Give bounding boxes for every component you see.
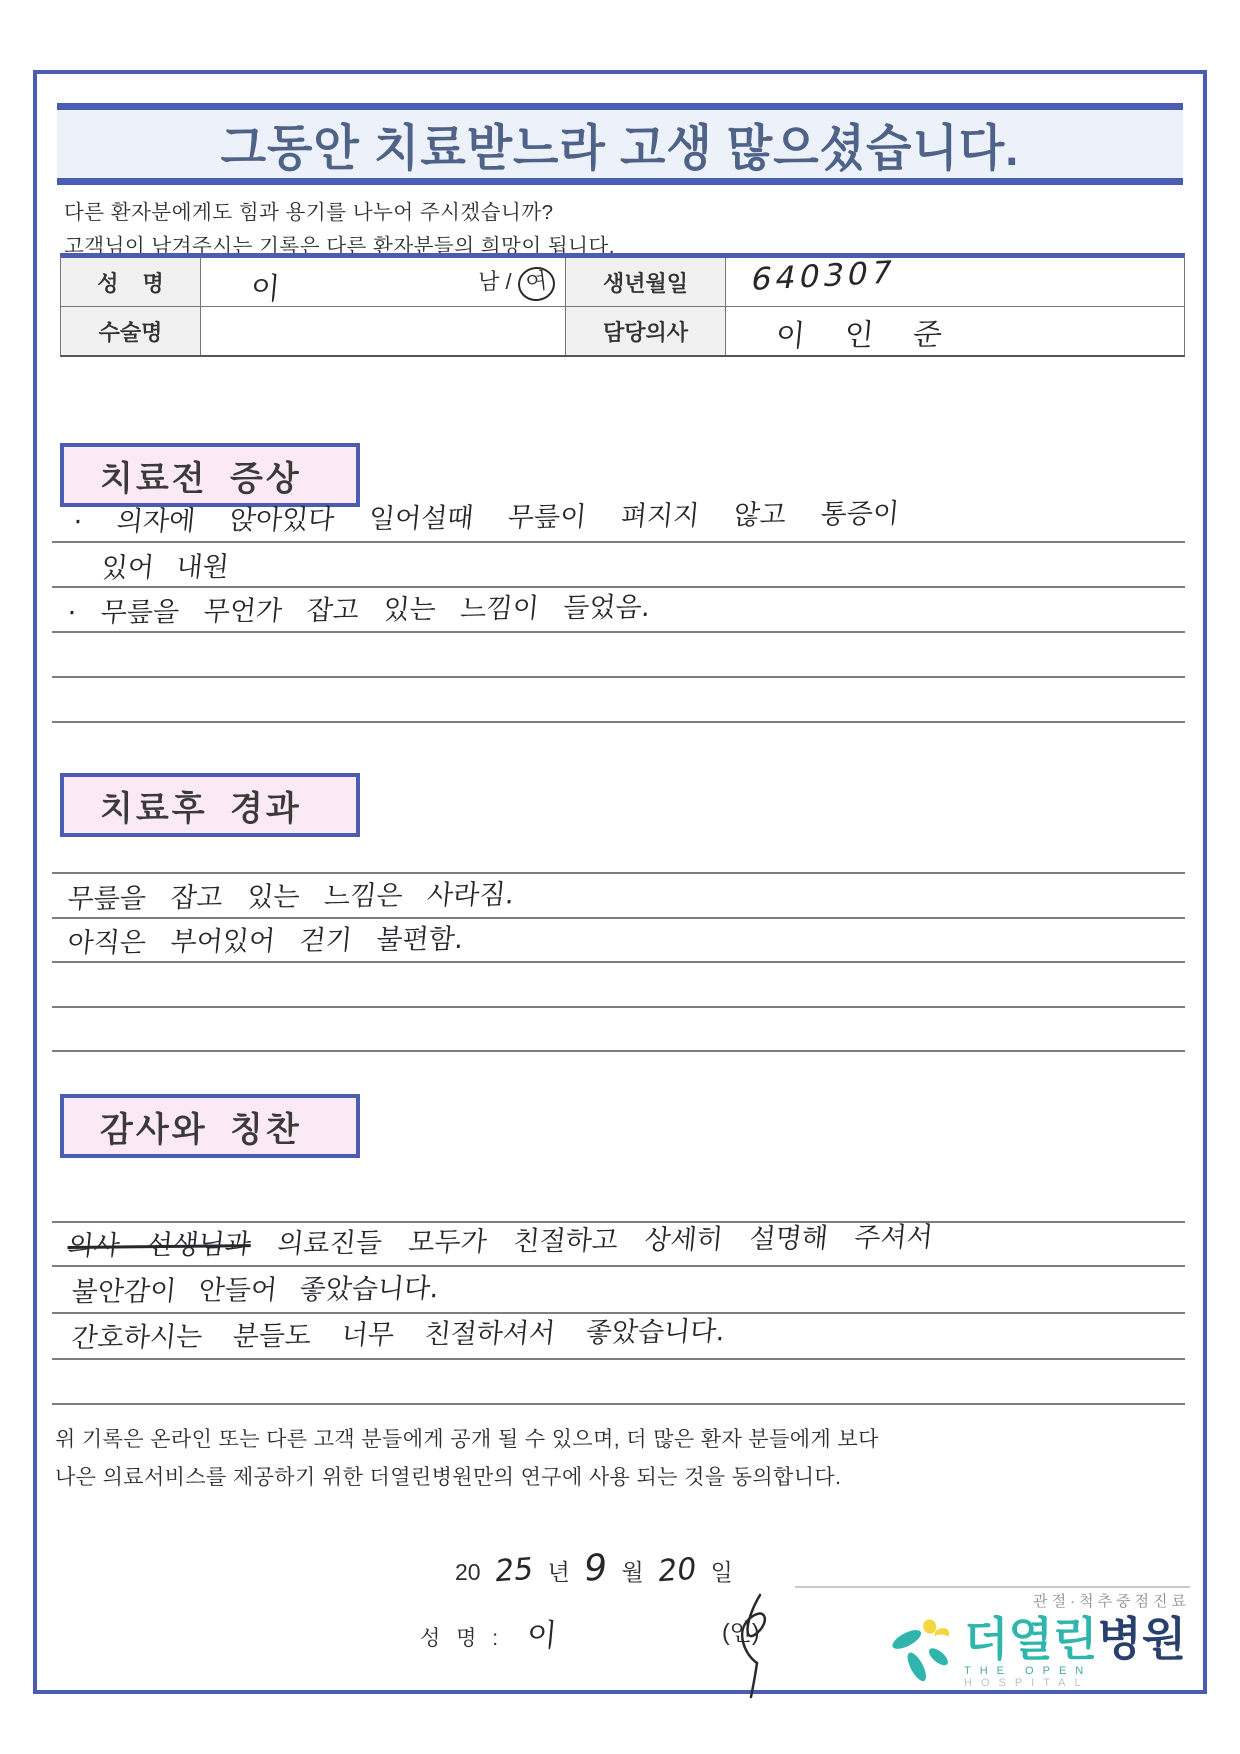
doctor-handwritten: 이 인 준 <box>774 317 944 355</box>
ruled-line <box>52 676 1185 678</box>
thanks-line-3: 간호하시는 분들도 너무 친절하셔서 좋았습니다. <box>70 1316 727 1354</box>
gender-male: 남 <box>478 269 500 294</box>
date-year-suffix: 년 <box>547 1559 570 1585</box>
ruled-line <box>52 1403 1185 1405</box>
section-header-post-treatment: 치료후 경과 <box>60 773 360 837</box>
logo-divider-line <box>795 1586 1190 1588</box>
name-value-cell <box>201 258 566 306</box>
gender-separator: / <box>505 269 512 294</box>
name-label: 성 명 <box>61 258 201 306</box>
birthdate-value-cell <box>726 254 1184 306</box>
date-century: 20 <box>455 1559 481 1585</box>
ruled-line <box>52 1006 1185 1008</box>
hospital-logo-person-icon <box>888 1613 960 1689</box>
ruled-line <box>52 961 1185 963</box>
signature-scribble <box>705 1585 795 1705</box>
consent-text <box>55 1421 1187 1497</box>
ruled-line <box>52 872 1185 874</box>
thanks-line-1-struck-text: 의사 선생님과 <box>66 1229 253 1262</box>
post-treatment-line-1: 무릎을 잡고 있는 느낌은 사라짐. <box>66 879 516 916</box>
hospital-subtitle-strong: THE OPEN <box>964 1664 1093 1677</box>
ruled-line <box>52 1265 1185 1267</box>
table-row-name <box>61 254 1184 308</box>
date-day-suffix: 일 <box>710 1559 733 1585</box>
pre-treatment-line-3: · 무릎을 무언가 잡고 있는 느낌이 들었음. <box>66 591 652 630</box>
date-year-handwritten: 25 <box>493 1551 535 1590</box>
name-handwritten: 이 <box>249 271 282 308</box>
date-month-handwritten: 9 <box>582 1546 610 1591</box>
logo-row <box>888 1613 1190 1689</box>
thanks-line-1-rest: 의료진들 모두가 친절하고 상세히 설명해 주셔서 <box>275 1221 935 1260</box>
date-day-handwritten: 20 <box>656 1551 699 1590</box>
consent-line-2: 나은 의료서비스를 제공하기 위한 더열린병원만의 연구에 사용 되는 것을 동의합니다. <box>55 1466 842 1489</box>
hospital-name <box>964 1614 1190 1664</box>
gender-options <box>478 265 555 301</box>
ruled-line <box>52 631 1185 633</box>
hospital-subtitle-faded: HOSPITAL <box>964 1676 1090 1689</box>
ruled-line <box>52 1358 1185 1360</box>
intro-line-1: 다른 환자분에게도 힘과 용기를 나누어 주시겠습니까? <box>64 201 554 224</box>
birthdate-handwritten: 640307 <box>748 254 900 298</box>
ruled-line <box>52 541 1185 543</box>
seal-placeholder: (인) <box>722 1619 760 1645</box>
hospital-logo <box>888 1590 1190 1689</box>
pre-treatment-line-1: · 의자에 앉아있다 일어설때 무릎이 펴지지 않고 통증이 <box>72 498 901 539</box>
surgery-label: 수술명 <box>61 307 201 355</box>
form-title-banner <box>57 103 1183 185</box>
hospital-name-part-1: 더열린 <box>964 1612 1098 1665</box>
logo-tagline: 관절·척추중점진료 <box>1033 1593 1190 1610</box>
pre-treatment-line-2: 있어 내원 <box>100 551 231 585</box>
hospital-name-part-2: 병원 <box>1097 1612 1187 1665</box>
ruled-line <box>52 1050 1185 1052</box>
hospital-subtitle <box>964 1665 1190 1689</box>
thanks-line-2: 불안감이 안들어 좋았습니다. <box>70 1273 441 1308</box>
table-row-surgery <box>61 307 1184 355</box>
gender-female-circled: 여 <box>516 265 557 303</box>
ruled-line <box>52 721 1185 723</box>
signature-label: 성 명 : <box>420 1627 504 1650</box>
logo-text-column <box>964 1614 1190 1689</box>
date-month-suffix: 월 <box>621 1559 644 1585</box>
date-line <box>455 1548 733 1589</box>
section-header-thanks: 감사와 칭찬 <box>60 1094 360 1158</box>
form-title: 그동안 치료받느라 고생 많으셨습니다. <box>220 119 1020 175</box>
doctor-value-cell <box>726 307 1184 355</box>
doctor-label: 담당의사 <box>566 307 726 355</box>
surgery-value-cell <box>201 307 566 355</box>
intro-line-2: 고객님이 남겨주시는 기록은 다른 환자분들의 희망이 됩니다. <box>64 235 615 258</box>
patient-info-table <box>60 253 1185 357</box>
birthdate-label: 생년월일 <box>566 258 726 306</box>
consent-line-1: 위 기록은 온라인 또는 다른 고객 분들에게 공개 될 수 있으며, 더 많은 환자 분들에게 보다 <box>55 1428 879 1451</box>
post-treatment-line-2: 아직은 부어있어 걷기 불편함. <box>66 923 465 960</box>
section-header-pre-treatment: 치료전 증상 <box>60 443 360 507</box>
signature-name-handwritten: 이 <box>525 1617 559 1654</box>
